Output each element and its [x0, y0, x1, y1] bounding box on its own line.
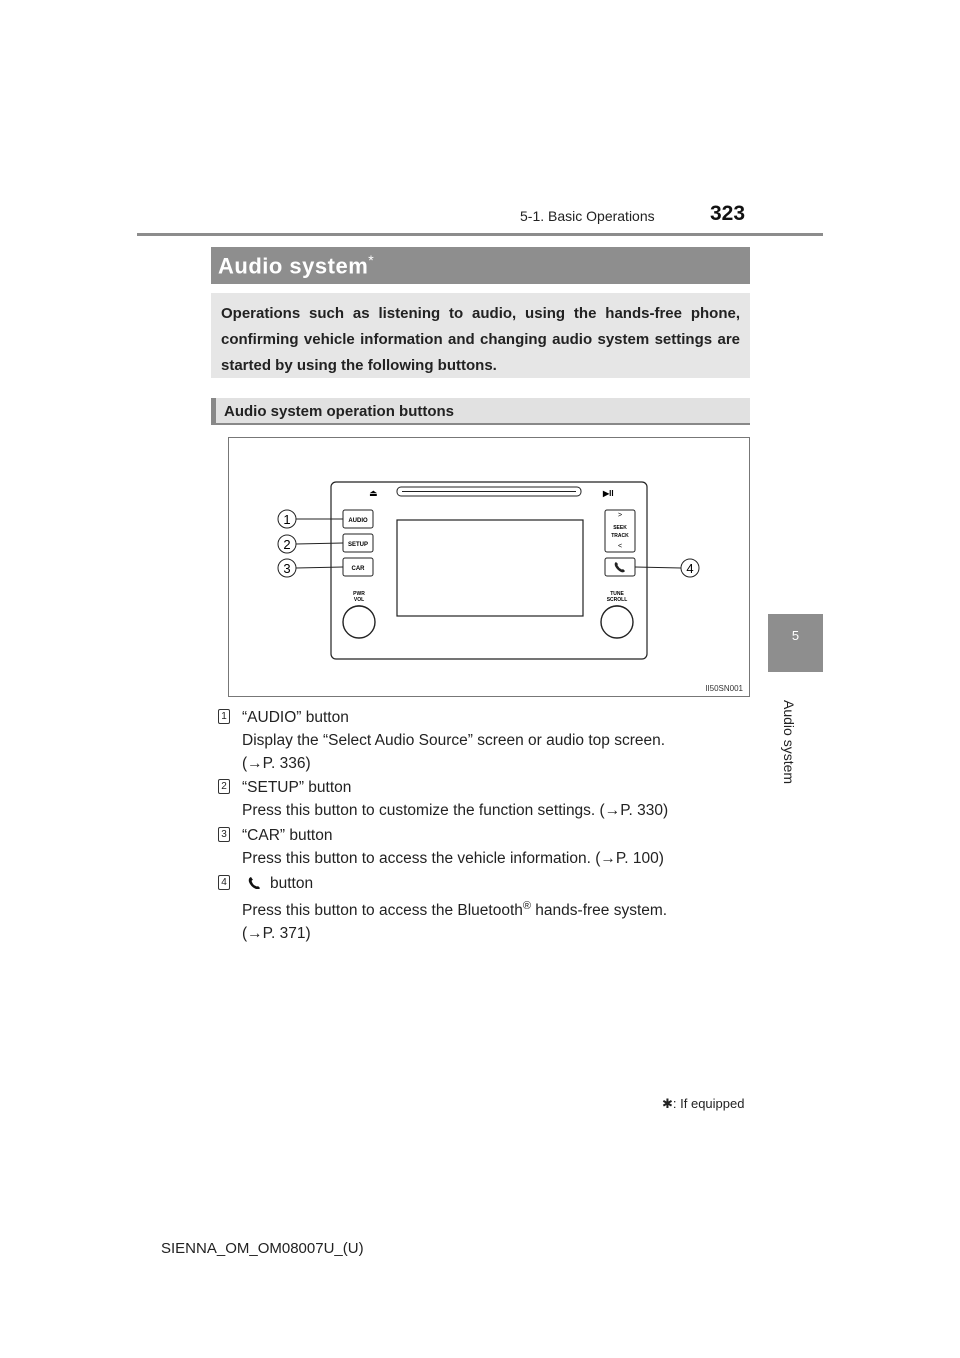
callout-1: 1 [283, 512, 291, 527]
item-number: 2 [218, 779, 230, 794]
document-code: SIENNA_OM_OM08007U_(U) [161, 1240, 364, 1257]
audio-button-label: AUDIO [348, 518, 368, 524]
item-description: Press this button to access the Bluetooth® hands-free system. [242, 900, 668, 920]
chapter-title: Audio system [781, 700, 797, 785]
registered-mark: ® [522, 900, 531, 912]
phone-button-shape [605, 558, 635, 576]
subsection-title: Audio system operation buttons [224, 403, 455, 420]
play-pause-icon: ▶II [603, 489, 614, 498]
car-button-label: CAR [351, 566, 365, 572]
item-number: 4 [218, 875, 230, 890]
callout-4: 4 [686, 561, 694, 576]
item-text [242, 706, 742, 775]
item-heading: “AUDIO” button [242, 709, 349, 726]
seek-down-arrow: < [617, 543, 623, 550]
vol-label: VOL [353, 597, 365, 603]
item-description: Press this button to access the vehicle information. (→P. 100) [242, 850, 664, 867]
item-heading-text: button [270, 875, 314, 892]
audio-unit-illustration [229, 438, 751, 698]
item-heading: “SETUP” button [242, 779, 352, 796]
equipped-marker: * [368, 252, 375, 268]
tune-label: TUNE [610, 591, 624, 597]
phone-icon [242, 875, 270, 889]
page-title [218, 252, 374, 279]
item-reference: (→P. 336) [242, 755, 311, 772]
chapter-tab [768, 614, 823, 672]
figure-code: II50SN001 [705, 684, 743, 693]
callout-2: 2 [283, 537, 291, 552]
track-label: TRACK [611, 533, 629, 539]
setup-button-label: SETUP [347, 542, 369, 548]
scroll-label: SCROLL [606, 597, 628, 603]
section-label: 5-1. Basic Operations [520, 208, 655, 224]
footnote-symbol: ✱ [662, 1096, 673, 1111]
item-heading [242, 872, 742, 895]
item-number: 3 [218, 827, 230, 842]
seek-up-arrow: > [617, 512, 623, 519]
display-screen [397, 520, 583, 616]
intro-box: Operations such as listening to audio, using the hands-free phone, confirming vehicle information and changing audio system settings are started by using the following buttons. [211, 293, 750, 378]
footnote-text: : If equipped [672, 1096, 745, 1111]
eject-icon: ⏏ [369, 489, 378, 499]
item-number: 1 [218, 709, 230, 724]
header-rule [137, 233, 823, 236]
page-number: 323 [710, 202, 746, 225]
page-title-text: Audio system [218, 253, 369, 279]
pwr-label: PWR [353, 591, 365, 597]
item-text [242, 824, 742, 870]
item-description: Press this button to customize the function settings. (→P. 330) [242, 802, 669, 819]
seek-label: SEEK [613, 525, 627, 531]
item-text [242, 776, 742, 822]
subsection-accent [211, 398, 216, 425]
item-description: Display the “Select Audio Source” screen or audio top screen. [242, 732, 666, 749]
item-reference: (→P. 371) [242, 925, 311, 943]
item-heading: “CAR” button [242, 827, 333, 844]
item-text [242, 872, 742, 945]
chapter-number: 5 [791, 628, 800, 643]
callout-3: 3 [283, 561, 291, 576]
footnote [662, 1096, 744, 1112]
audio-unit-figure [228, 437, 750, 697]
